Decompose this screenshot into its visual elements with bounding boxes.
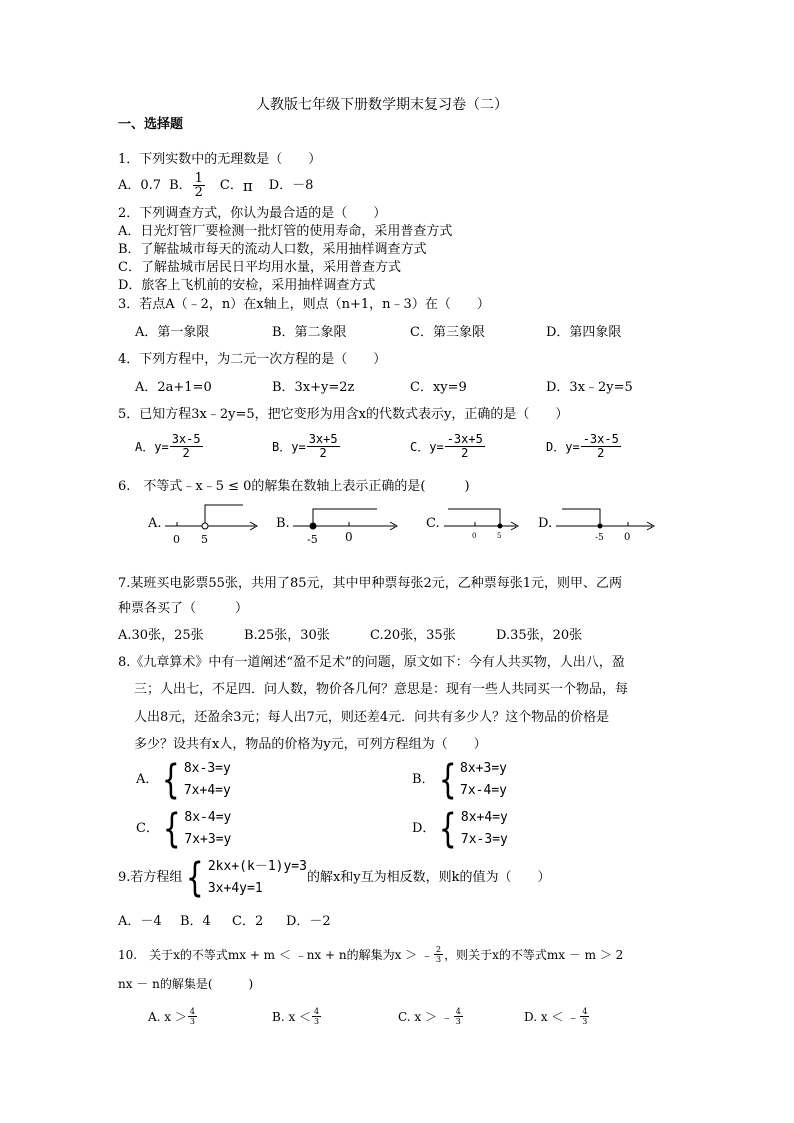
q5-option-d — [546, 433, 622, 460]
fraction-denominator: 3 — [314, 1017, 320, 1026]
q7-option-d: D.35张，20张 — [496, 628, 583, 643]
fraction-numerator: 1 — [194, 171, 203, 186]
q8-option-a — [136, 758, 231, 802]
q7-stem-line1: 7.某班买电影票55张，共用了85元，其中甲种票每张2元，乙种票每张1元，则甲、乙两 — [118, 576, 623, 591]
fraction-denominator: 2 — [597, 446, 605, 460]
q10-fraction — [434, 945, 443, 964]
q10-line1-pre: 10. 关于x的不等式mx + m ＜ ﹣nx + n的解集为x ＞ ﹣ — [118, 947, 433, 962]
q7-option-b: B.25张，30张 — [244, 628, 330, 643]
q9-suffix: 的解x和y互为相反数，则k的值为（ ） — [306, 870, 551, 885]
q8-stem-line4: 多少？设共有x人，物品的价格为y元，可列方程组为（ ） — [134, 737, 487, 752]
q1-option-d: D．－8 — [268, 177, 314, 193]
q6-option-b-label: B. — [276, 516, 290, 531]
q10-stem-line1 — [118, 945, 623, 964]
brace-icon: { — [438, 757, 457, 803]
equation-system — [435, 758, 507, 802]
q8-option-b — [412, 758, 507, 802]
q5-option-d-prefix: D．y= — [546, 439, 580, 454]
fraction-numerator: 4 — [455, 1007, 461, 1016]
q6-option-a-label: A. — [148, 516, 162, 531]
tick-label: 0 — [624, 532, 631, 543]
fraction-numerator: -3x+5 — [446, 432, 483, 446]
section-header: 一、选择题 — [118, 117, 184, 132]
q8-stem-line2: 三；人出七，不足四．问人数，物价各几何？意思是：现有一些人共同买一个物品，每 — [134, 682, 629, 697]
q8-option-d-label: D． — [412, 821, 436, 836]
q1-option-a: A．0.7 — [118, 177, 162, 193]
q5-option-d-fraction — [581, 433, 621, 460]
q9-option-d: D．－2 — [286, 914, 331, 929]
q1-option-c-prefix: C． — [219, 177, 243, 193]
tick-label: 5 — [497, 532, 502, 540]
fraction-numerator: 4 — [189, 1007, 195, 1016]
q2-option-a: A．日光灯管厂要检测一批灯管的使用寿命，采用普查方式 — [118, 224, 453, 239]
equation-line: 2kx+(k－1)y=3 — [207, 859, 307, 874]
page-title: 人教版七年级下册数学期末复习卷（二） — [256, 97, 508, 113]
q8-stem-line3: 人出8元，还盈余3元；每人出7元，则还差4元．问共有多少人？这个物品的价格是 — [134, 710, 610, 725]
fraction-denominator: 3 — [582, 1017, 588, 1026]
closed-circle — [498, 524, 503, 529]
q2-option-c: C．了解盐城市居民日平均用水量，采用普查方式 — [118, 260, 401, 275]
q3-option-a: A．第一象限 — [135, 325, 210, 340]
q10-option-b — [272, 1007, 322, 1026]
q5-option-c-prefix: C．y= — [410, 439, 444, 454]
equation-line: 7x-3=y — [460, 832, 508, 847]
tick-label: 0 — [173, 533, 180, 546]
solution-ray — [313, 509, 377, 523]
q7-option-c: C.20张，35张 — [370, 628, 456, 643]
q6-option-c-numberline — [444, 502, 524, 546]
q10-option-b-fraction — [312, 1007, 321, 1026]
q5-option-b-fraction — [307, 433, 340, 460]
q10-option-a-fraction — [188, 1007, 197, 1026]
solution-ray — [448, 509, 500, 526]
tick-label: 5 — [201, 533, 208, 546]
q5-option-c — [410, 433, 486, 460]
tick-label: 0 — [472, 532, 477, 540]
q3-option-b: B．第二象限 — [272, 325, 347, 340]
q8-option-c — [136, 807, 231, 851]
q9-stem — [118, 856, 551, 900]
q5-option-a — [135, 433, 204, 460]
q6-option-b-numberline — [293, 502, 403, 546]
q8-option-d — [412, 807, 508, 851]
fraction-denominator: 2 — [194, 185, 203, 200]
q10-line1-post: ，则关于x的不等式mx － m ＞ 2 — [444, 947, 624, 962]
equation-line: 8x+4=y — [460, 810, 508, 825]
q6-stem: 6. 不等式﹣x﹣5 ≤ 0的解集在数轴上表示正确的是( ) — [118, 479, 470, 494]
q3-option-d: D．第四象限 — [546, 325, 622, 340]
fraction-numerator: 3x+5 — [308, 432, 338, 446]
q3-stem: 3．若点A（﹣2，n）在x轴上，则点（n+1，n﹣3）在（ ） — [118, 297, 490, 312]
fraction-denominator: 3 — [436, 955, 442, 964]
equation-system — [435, 807, 507, 851]
q10-option-b-prefix: B. x ＜ — [272, 1009, 312, 1024]
equation-line: 8x+3=y — [460, 761, 507, 776]
brace-icon: { — [162, 806, 181, 852]
tick-label: 0 — [345, 530, 353, 544]
solution-ray — [562, 509, 600, 526]
q7-stem-line2: 种票各买了（ ） — [118, 601, 249, 616]
q2-stem: 2．下列调查方式，你认为最合适的是（ ） — [118, 206, 387, 221]
q10-option-d-prefix: D. x ＜ ﹣ — [524, 1009, 580, 1024]
fraction-denominator: 2 — [182, 446, 190, 460]
q10-stem-line2: nx － n的解集是( ) — [118, 977, 254, 991]
q6-option-a-numberline — [165, 502, 265, 546]
q10-option-c-prefix: C. x ＞ ﹣ — [398, 1009, 453, 1024]
q1-option-b-fraction — [193, 172, 205, 199]
fraction-denominator: 2 — [461, 446, 469, 460]
q5-stem: 5．已知方程3x﹣2y=5，把它变形为用含x的代数式表示y，正确的是（ ） — [118, 407, 569, 422]
q10-option-d — [524, 1007, 590, 1026]
q1-stem: 1．下列实数中的无理数是（ ） — [118, 152, 322, 167]
q6-option-d-label: D. — [538, 516, 553, 531]
brace-icon: { — [439, 806, 458, 852]
fraction-numerator: 2 — [436, 945, 442, 954]
equation-line: 7x+4=y — [183, 783, 231, 798]
fraction-numerator: 3x-5 — [171, 432, 201, 446]
q1-option-b-prefix: B． — [169, 177, 192, 193]
fraction-denominator: 2 — [319, 446, 327, 460]
q10-option-a-prefix: A. x ＞ — [148, 1009, 187, 1024]
q10-option-a — [148, 1007, 198, 1026]
q1-option-c-value: π — [242, 176, 253, 195]
q4-option-c: C．xy=9 — [410, 380, 467, 395]
q5-option-a-fraction — [170, 433, 203, 460]
equation-line: 8x-3=y — [183, 761, 231, 776]
q4-option-a: A．2a+1=0 — [135, 380, 212, 395]
solution-ray — [205, 505, 243, 523]
equation-line: 3x+4y=1 — [207, 881, 263, 896]
q3-option-c: C．第三象限 — [410, 325, 485, 340]
q8-stem-line1: 8.《九章算术》中有一道阐述“盈不足术”的问题，原文如下：今有人共买物，人出八，盈 — [118, 655, 625, 670]
fraction-numerator: -3x-5 — [582, 432, 619, 446]
q4-stem: 4．下列方程中，为二元一次方程的是（ ） — [118, 352, 387, 367]
brace-icon: { — [186, 855, 205, 901]
q9-option-c: C．2 — [232, 914, 264, 929]
q9-prefix: 9.若方程组 — [118, 870, 183, 885]
tick-label: -5 — [307, 533, 318, 546]
q5-option-b-prefix: B．y= — [272, 439, 306, 454]
open-circle — [202, 523, 208, 529]
q9-option-a: A．－4 — [118, 914, 162, 929]
fraction-denominator: 3 — [189, 1017, 195, 1026]
q5-option-a-prefix: A．y= — [135, 439, 169, 454]
fraction-numerator: 4 — [314, 1007, 320, 1016]
q1-options — [118, 172, 313, 199]
q10-option-c-fraction — [454, 1007, 463, 1026]
q4-option-b: B．3x+y=2z — [272, 380, 355, 395]
q5-option-c-fraction — [445, 433, 485, 460]
equation-line: 7x-4=y — [460, 783, 507, 798]
q5-option-b — [272, 433, 341, 460]
q2-option-d: D．旅客上飞机前的安检，采用抽样调查方式 — [118, 278, 376, 293]
q4-option-d: D．3x﹣2y=5 — [546, 380, 633, 395]
closed-circle — [598, 524, 603, 529]
q8-option-a-label: A． — [136, 772, 159, 787]
tick-label: -5 — [595, 533, 604, 543]
q8-option-b-label: B． — [412, 772, 435, 787]
q9-option-b: B．4 — [180, 914, 211, 929]
equation-system — [159, 807, 231, 851]
equation-line: 7x+3=y — [184, 832, 232, 847]
closed-circle — [310, 523, 316, 529]
q7-option-a: A.30张，25张 — [118, 628, 204, 643]
q10-option-c — [398, 1007, 464, 1026]
fraction-numerator: 4 — [582, 1007, 588, 1016]
q10-option-d-fraction — [580, 1007, 589, 1026]
q6-option-d-numberline — [556, 502, 660, 546]
equation-system — [182, 856, 307, 900]
brace-icon: { — [162, 757, 181, 803]
equation-system — [158, 758, 230, 802]
fraction-denominator: 3 — [455, 1017, 461, 1026]
q6-option-c-label: C. — [426, 516, 440, 531]
q2-option-b: B．了解盐城市每天的流动人口数，采用抽样调查方式 — [118, 242, 427, 257]
equation-line: 8x-4=y — [184, 810, 232, 825]
q8-option-c-label: C． — [136, 821, 159, 836]
